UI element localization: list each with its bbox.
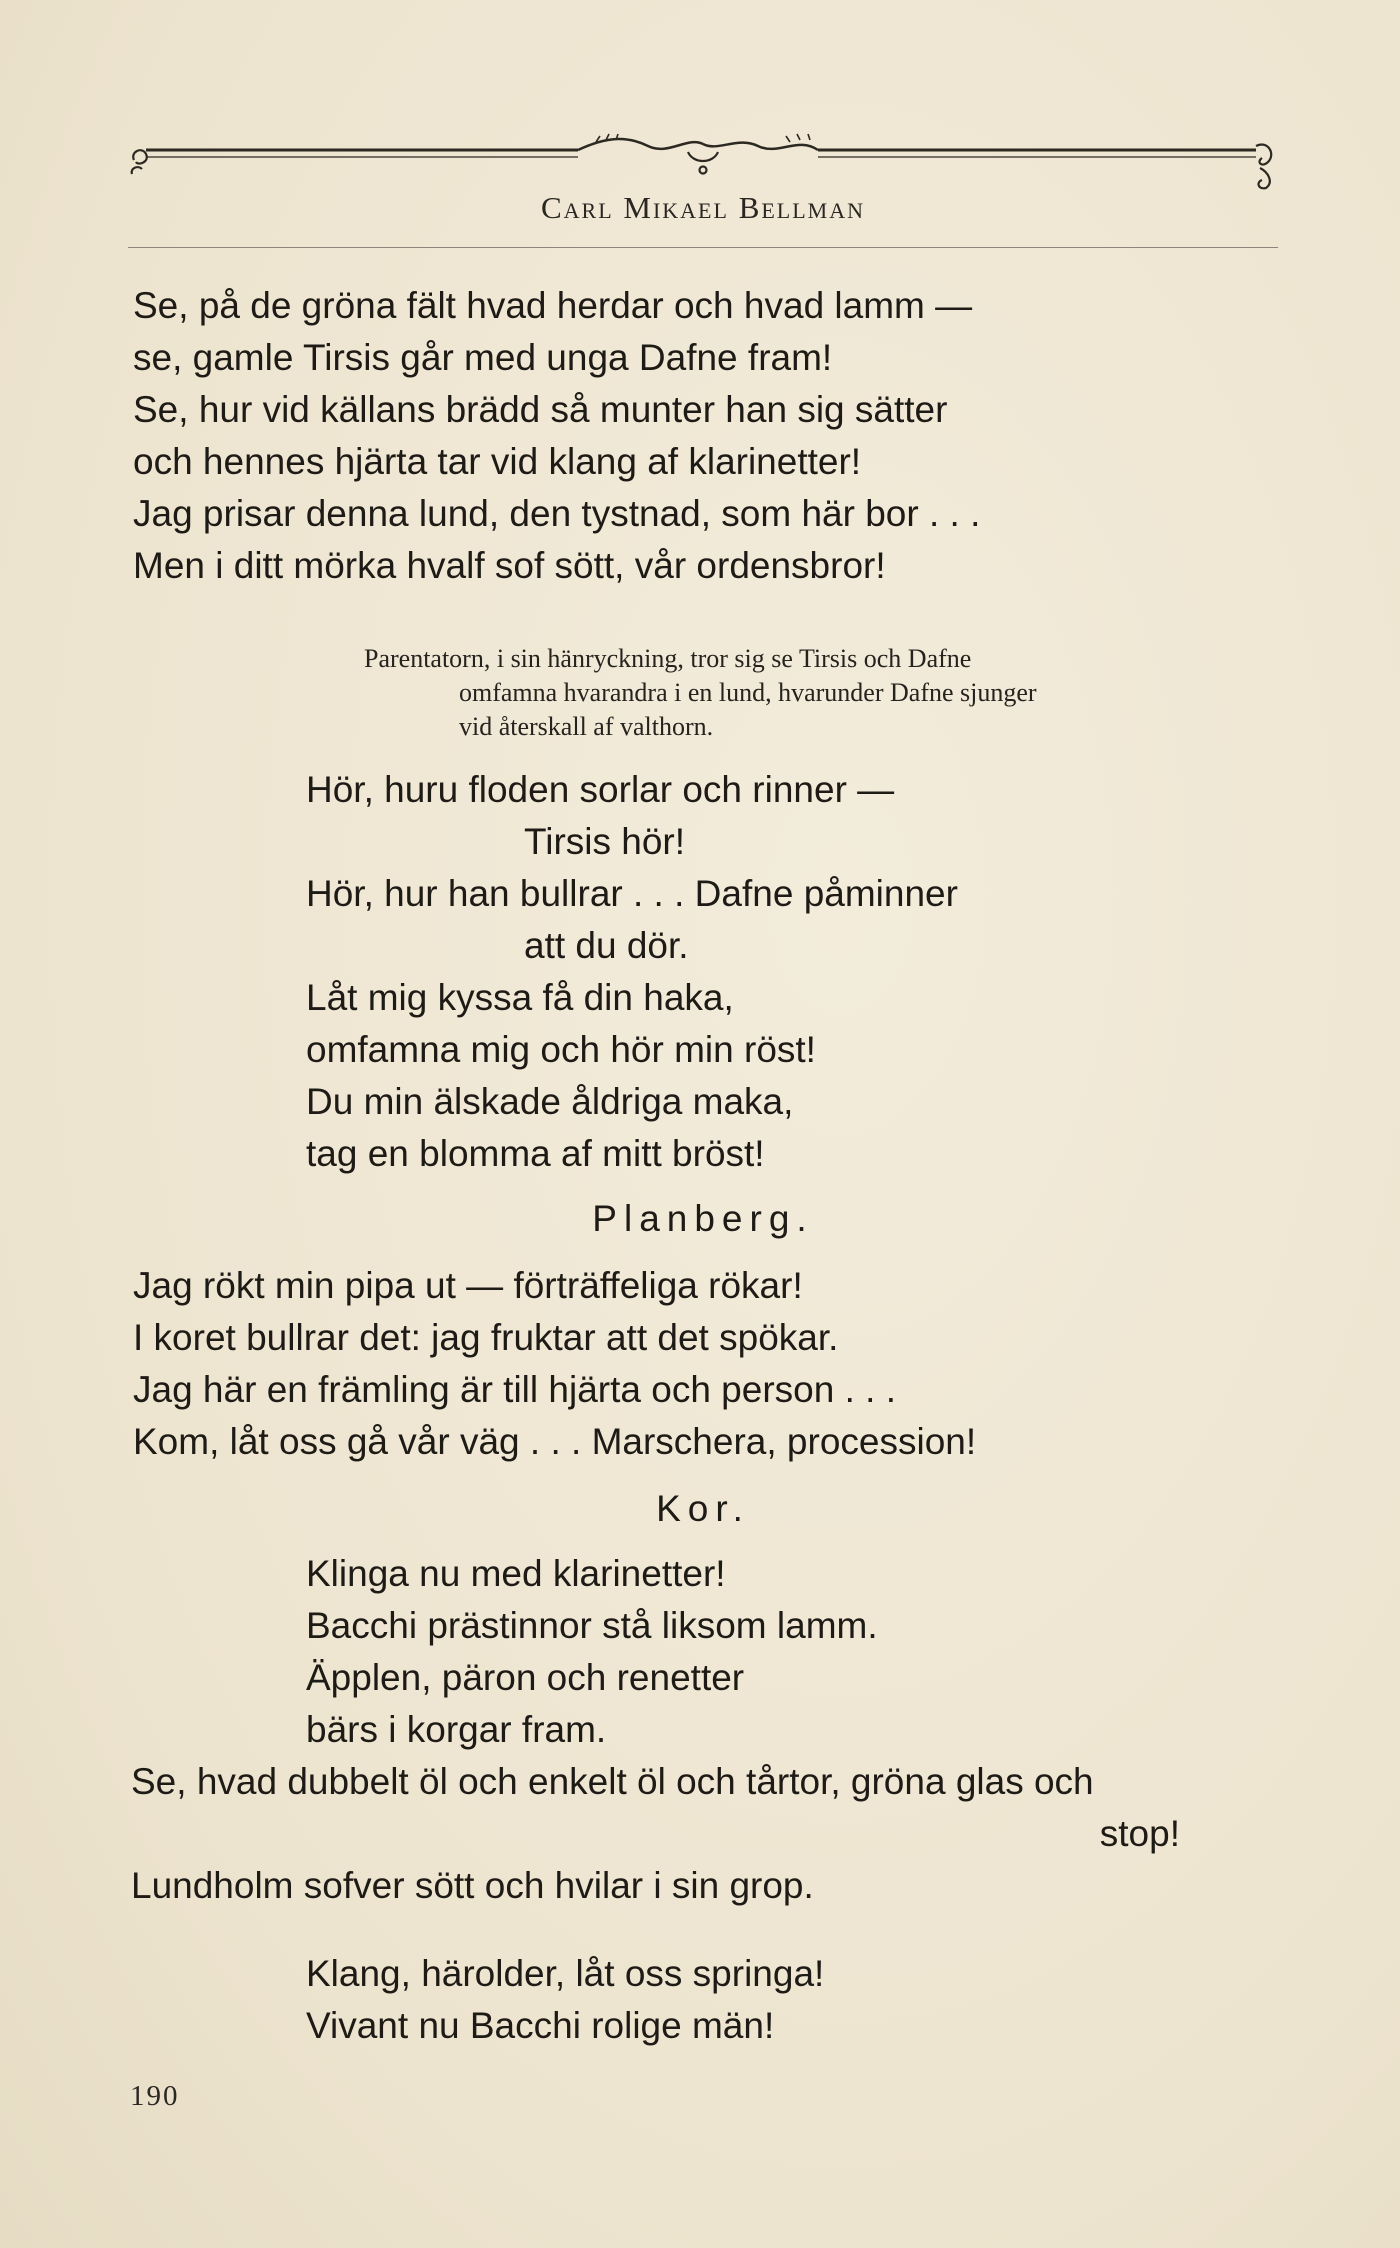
verse-line: Jag här en främling är till hjärta och person . . . — [133, 1369, 896, 1410]
verse-line: omfamna mig och hör min röst! — [306, 1029, 816, 1070]
stage-direction-line: omfamna hvarandra i en lund, hvarunder Dafne sjunger — [459, 678, 1037, 707]
speaker-name: Planberg. — [592, 1198, 814, 1239]
verse-line: och hennes hjärta tar vid klang af klarinetter! — [133, 441, 862, 482]
verse-line: se, gamle Tirsis går med unga Dafne fram! — [133, 337, 833, 378]
verse-line: Men i ditt mörka hvalf sof sött, vår ordensbror! — [133, 545, 886, 586]
verse-line: Klang, härolder, låt oss springa! — [306, 1953, 825, 1994]
verse-line: Äpplen, päron och renetter — [306, 1657, 745, 1698]
verse-line: Jag prisar denna lund, den tystnad, som här bor . . . — [133, 493, 981, 534]
verse-line: Hör, huru floden sorlar och rinner — — [306, 769, 895, 810]
stage-direction-line: Parentatorn, i sin hänryckning, tror sig se Tirsis och Dafne — [364, 644, 972, 673]
chorus-long-line — [131, 1756, 1278, 1912]
verse-line: Låt mig kyssa få din haka, — [306, 977, 734, 1018]
verse-line: I koret bullrar det: jag fruktar att det spökar. — [133, 1317, 839, 1358]
running-head-author: Carl Mikael Bellman — [540, 190, 866, 225]
page-number: 190 — [130, 2080, 180, 2112]
verse-line: Bacchi prästinnor stå liksom lamm. — [306, 1605, 878, 1646]
verse-line: Se, på de gröna fält hvad herdar och hvad lamm — — [133, 285, 973, 326]
speaker-name: Kor. — [656, 1488, 750, 1529]
verse-line: bärs i korgar fram. — [306, 1709, 607, 1750]
verse-line: Du min älskade åldriga maka, — [306, 1081, 794, 1122]
verse-line: Kom, låt oss gå vår väg . . . Marschera, procession! — [133, 1421, 977, 1462]
verse-line: tag en blomma af mitt bröst! — [306, 1133, 765, 1174]
stanza-1 — [133, 280, 980, 592]
stage-direction-line: vid återskall af valthorn. — [459, 712, 714, 741]
verse-line: Se, hvad dubbelt öl och enkelt öl och tårtor, gröna glas och — [131, 1761, 1094, 1802]
verse-line: Vivant nu Bacchi rolige män! — [306, 2005, 775, 2046]
verse-line: Klinga nu med klarinetter! — [306, 1553, 726, 1594]
verse-line-indented: att du dör. — [524, 925, 689, 966]
verse-line: Jag rökt min pipa ut — förträffeliga rökar! — [133, 1265, 803, 1306]
verse-line-turnover: stop! — [1099, 1813, 1180, 1854]
stage-direction — [364, 642, 1037, 744]
header-divider — [128, 247, 1278, 248]
verse-line: Lundholm sofver sött och hvilar i sin grop. — [131, 1865, 814, 1906]
final-stanza — [306, 1948, 824, 2052]
chorus-stanza — [306, 1548, 878, 1756]
verse-line: Hör, hur han bullrar . . . Dafne påminner — [306, 873, 958, 914]
decorative-header-ornament — [128, 132, 1278, 192]
verse-line: Se, hur vid källans brädd så munter han sig sätter — [133, 389, 948, 430]
verse-line-indented: Tirsis hör! — [524, 821, 686, 862]
dafne-song — [306, 764, 958, 1180]
planberg-stanza — [133, 1260, 976, 1468]
